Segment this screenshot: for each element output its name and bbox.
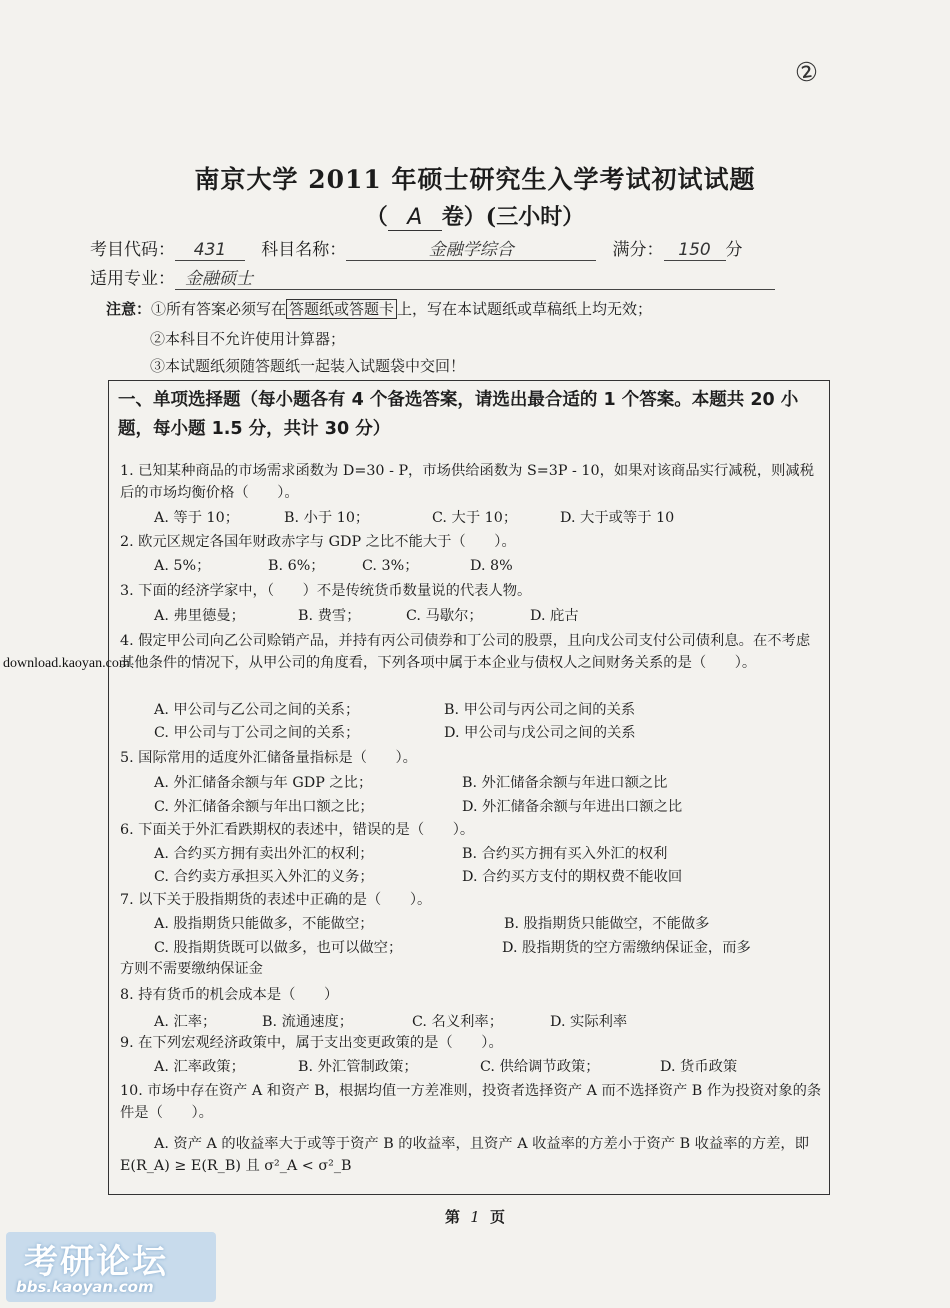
kaoyan-logo [6, 1232, 216, 1302]
logo-url: bbs.kaoyan.com [16, 1278, 154, 1296]
q9-opt-d: D. 货币政策 [660, 1059, 738, 1075]
question-1: 1. 已知某种商品的市场需求函数为 D=30 - P，市场供给函数为 S=3P - 10，如果对该商品实行减税，则减税后的市场均衡价格（ ）。 [120, 463, 815, 501]
q2-opt-d: D. 8% [470, 558, 513, 574]
q6-opt-c: C. 合约卖方承担买入外汇的义务； [154, 869, 374, 885]
page-number-value: 1 [470, 1208, 480, 1226]
q3-opt-b: B. 费雪； [298, 608, 361, 624]
q2-opt-c: C. 3%； [362, 558, 419, 574]
q1-opt-c: C. 大于 10； [432, 510, 518, 526]
q5-opt-a: A. 外汇储备余额与年 GDP 之比； [154, 775, 373, 791]
subject-value: 金融学综合 [346, 235, 596, 261]
q7-opt-d: D. 股指期货的空方需缴纳保证金，而多 [502, 940, 751, 956]
watermark-url: download.kaoyan.com [3, 656, 130, 671]
notice-label: 注意： [106, 300, 152, 318]
q3-opt-d: D. 庇古 [530, 608, 579, 624]
code-label: 考目代码： [90, 240, 175, 260]
question-2: 2. 欧元区规定各国年财政赤字与 GDP 之比不能大于（ ）。 [120, 534, 516, 550]
question-6: 6. 下面关于外汇看跌期权的表述中，错误的是（ ）。 [120, 822, 475, 838]
q8-opt-d: D. 实际利率 [550, 1014, 628, 1030]
q3-opt-a: A. 弗里德曼； [154, 608, 245, 624]
question-9: 9. 在下列宏观经济政策中，属于支出变更政策的是（ ）。 [120, 1035, 503, 1051]
q9-opt-b: B. 外汇管制政策； [298, 1059, 418, 1075]
q6-opt-a: A. 合约买方拥有卖出外汇的权利； [154, 846, 374, 862]
paper-open: （ [365, 204, 388, 230]
question-3: 3. 下面的经济学家中，（ ）不是传统货币数量说的代表人物。 [120, 583, 532, 599]
q9-opt-a: A. 汇率政策； [154, 1059, 245, 1075]
page-prefix: 第 [444, 1208, 460, 1226]
q8-opt-b: B. 流通速度； [262, 1014, 354, 1030]
q7-opt-a: A. 股指期货只能做多，不能做空； [154, 916, 374, 932]
q6-opt-d: D. 合约买方支付的期权费不能收回 [462, 869, 683, 885]
q4-opt-b: B. 甲公司与丙公司之间的关系 [444, 702, 636, 718]
question-8: 8. 持有货币的机会成本是（ ） [120, 987, 339, 1003]
q5-opt-b: B. 外汇储备余额与年进口额之比 [462, 775, 668, 791]
score-label: 满分： [612, 240, 664, 260]
corner-page-mark: ② [793, 56, 821, 90]
question-7: 7. 以下关于股指期货的表述中正确的是（ ）。 [120, 892, 432, 908]
q3-opt-c: C. 马歇尔； [406, 608, 483, 624]
question-4: 4. 假定甲公司向乙公司赊销产品，并持有丙公司债券和丁公司的股票，且向戊公司支付公司债利息。在不考虑其他条件的情况下，从甲公司的角度看，下列各项中属于本企业与债权人之间财务关系的是（ ）。 [120, 633, 811, 671]
subject-label: 科目名称： [261, 240, 347, 260]
notice-item1-prefix: ①所有答案必须写在 [151, 300, 287, 318]
page-number [0, 1206, 950, 1227]
q2-opt-b: B. 6%； [268, 558, 325, 574]
page-suffix: 页 [490, 1208, 506, 1226]
notice-item-2: ②本科目不允许使用计算器； [150, 330, 346, 348]
q9-opt-c: C. 供给调节政策； [480, 1059, 600, 1075]
q5-opt-c: C. 外汇储备余额与年出口额之比； [154, 799, 374, 815]
q6-opt-b: B. 合约买方拥有买入外汇的权利 [462, 846, 668, 862]
q10-opt-a: A. 资产 A 的收益率大于或等于资产 B 的收益率，且资产 A 收益率的方差小于资产 B 收益率的方差，即 E(R_A) ≥ E(R_B) 且 σ²_A < σ²_B [120, 1136, 810, 1174]
major-value: 金融硕士 [175, 264, 775, 290]
score-unit: 分 [725, 240, 743, 260]
q4-opt-a: A. 甲公司与乙公司之间的关系； [154, 702, 360, 718]
notice-item1-suffix: 上，写在本试题纸或草稿纸上均无效； [397, 300, 653, 318]
q2-opt-a: A. 5%； [154, 558, 211, 574]
q1-opt-a: A. 等于 10； [154, 510, 240, 526]
q7-opt-c: C. 股指期货既可以做多，也可以做空； [154, 940, 403, 956]
paper-version-line [0, 200, 950, 231]
logo-text: 考研论坛 [24, 1242, 168, 1282]
code-value: 431 [175, 240, 245, 261]
q7-opt-b: B. 股指期货只能做空，不能做多 [504, 916, 710, 932]
notice-boxed-text: 答题纸或答题卡 [286, 299, 397, 319]
q4-opt-d: D. 甲公司与戊公司之间的关系 [444, 725, 636, 741]
q5-opt-d: D. 外汇储备余额与年进出口额之比 [462, 799, 683, 815]
question-10: 10. 市场中存在资产 A 和资产 B，根据均值一方差准则，投资者选择资产 A 而不选择资产 B 作为投资对象的条件是（ ）。 [120, 1083, 822, 1121]
q1-opt-d: D. 大于或等于 10 [560, 510, 675, 526]
question-5: 5. 国际常用的适度外汇储备量指标是（ ）。 [120, 750, 417, 766]
section-title: 一、单项选择题（每小题各有 4 个备选答案，请选出最合适的 1 个答案。本题共 20 小题，每小题 1.5 分，共计 30 分） [118, 390, 799, 439]
q8-opt-c: C. 名义利率； [412, 1014, 504, 1030]
notice-item-1 [106, 298, 652, 319]
exam-title: 南京大学 2011 年硕士研究生入学考试初试试题 [194, 165, 756, 194]
major-row [90, 264, 775, 290]
paper-version: A [388, 205, 442, 231]
q4-opt-c: C. 甲公司与丁公司之间的关系； [154, 725, 360, 741]
score-value: 150 [664, 240, 726, 261]
q8-opt-a: A. 汇率； [154, 1014, 217, 1030]
major-label: 适用专业： [90, 269, 175, 289]
q7-continuation: 方则不需要缴纳保证金 [120, 961, 263, 977]
q1-opt-b: B. 小于 10； [284, 510, 370, 526]
paper-close: 卷）(三小时） [441, 204, 585, 230]
notice-item-3: ③本试题纸须随答题纸一起装入试题袋中交回！ [150, 357, 466, 375]
exam-info-row [90, 235, 743, 261]
